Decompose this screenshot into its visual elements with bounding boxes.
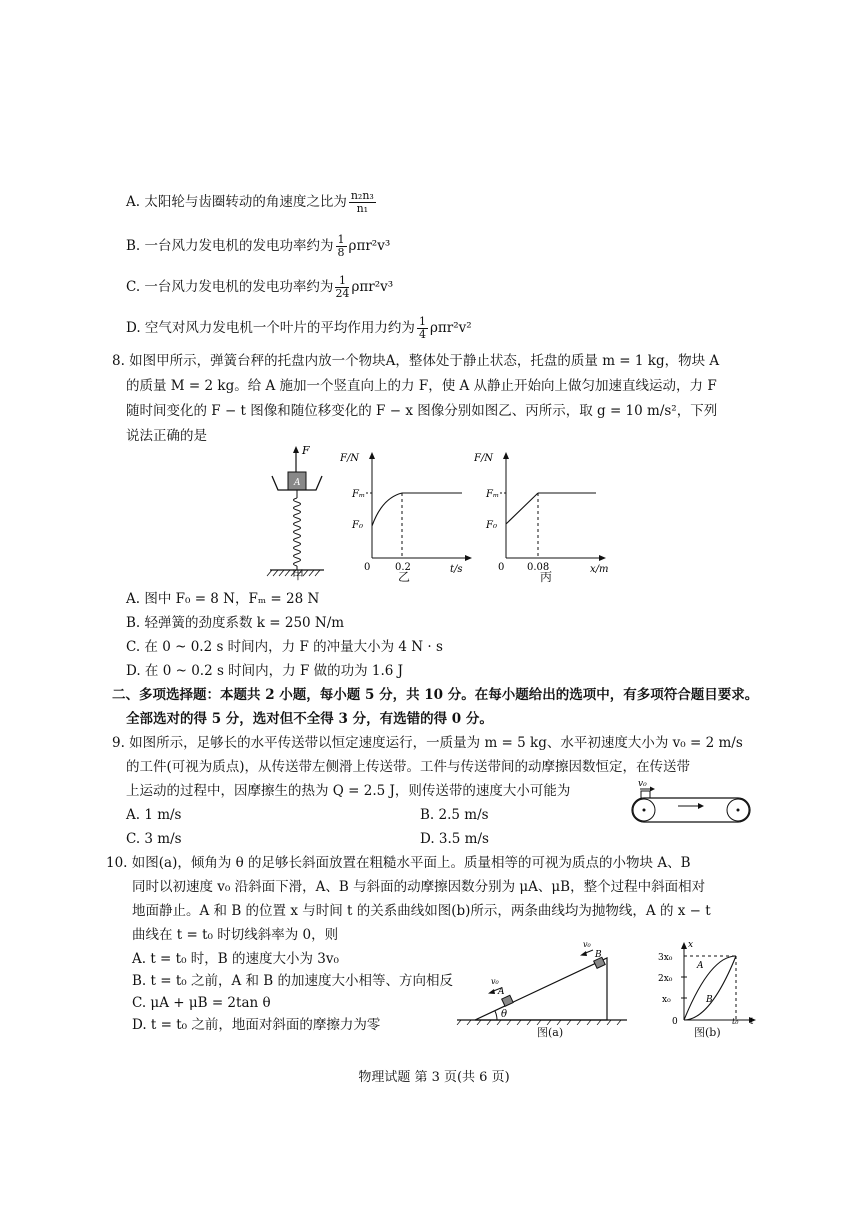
q10-stem-line2: 同时以初速度 v₀ 沿斜面下滑，A、B 与斜面的动摩擦因数分别为 μA、μB，整个过程中斜面相对: [132, 879, 706, 895]
q7-option-b: B. 一台风力发电机的发电功率约为 $\frac{1}{8}$ ρπr²v³: [126, 233, 391, 259]
figure-b: [654, 940, 759, 1039]
y-axis-label: F/N: [340, 453, 360, 464]
q10-stem-line4: 曲线在 t = t₀ 时切线斜率为 0，则: [132, 927, 339, 943]
section-2-subheading: 全部选对的得 5 分，选对但不全得 3 分，有选错的得 0 分。: [126, 711, 493, 727]
block-label: A: [294, 478, 301, 488]
q10-option-c: C. μA + μB = 2tan θ: [132, 995, 271, 1011]
section-2-heading: 二、多项选择题：本题共 2 小题，每小题 5 分，共 10 分。在每小题给出的选项中，有多项符合题目要求。: [112, 687, 759, 703]
y-label-2x0: 2x₀: [658, 974, 673, 984]
origin-label: 0: [672, 1017, 678, 1025]
q10-option-a: A. t = t₀ 时，B 的速度大小为 3v₀: [132, 951, 339, 967]
figure-caption: 甲: [292, 568, 305, 582]
block-b-velocity: v₀: [583, 940, 591, 949]
q9-option-b: B. 2.5 m/s: [420, 807, 489, 823]
q8-stem-line1: 8. 如图甲所示，弹簧台秤的托盘内放一个物块A，整体处于静止状态，托盘的质量 m = 1 kg，物块 A: [112, 353, 720, 369]
q8-stem-line4: 说法正确的是: [126, 428, 207, 444]
q10-stem-line3: 地面静止。A 和 B 的位置 x 与时间 t 的关系曲线如图(b)所示，两条曲线均为抛物线，A 的 x − t: [132, 903, 711, 919]
y-label-fm: Fₘ: [486, 489, 500, 500]
fraction: $\frac{1}{4}$: [418, 315, 426, 341]
conveyor-figure: [626, 776, 756, 832]
curve-a-label: A: [697, 961, 704, 971]
fraction: $\frac{1}{8}$: [337, 233, 345, 259]
spring-scale-diagram: [258, 440, 338, 585]
figure-yi: [340, 448, 475, 582]
fraction: $\frac{\text{n₂n₃}}{\text{n₁}}$: [350, 189, 374, 215]
q8-option-b: B. 轻弹簧的劲度系数 k = 250 N/m: [126, 615, 345, 631]
x-axis-label: t/s: [450, 564, 463, 575]
fraction: $\frac{1}{24}$: [335, 274, 350, 300]
q10-option-d: D. t = t₀ 之前，地面对斜面的摩擦力为零: [132, 1017, 381, 1033]
y-axis-label: F/N: [474, 453, 494, 464]
origin-label: 0: [498, 562, 505, 573]
q9-stem-line3: 上运动的过程中，因摩擦生的热为 Q = 2.5 J，则传送带的速度大小可能为: [126, 783, 571, 799]
x-axis-label: x/m: [590, 564, 609, 575]
origin-label: 0: [364, 562, 371, 573]
block-a-velocity: v₀: [491, 977, 499, 986]
block-a-label: A: [498, 987, 505, 997]
q7-option-a: A. 太阳轮与齿圈转动的角速度之比为 $\frac{\text{n₂n₃}}{\text{n₁}}$: [126, 189, 374, 215]
f-x-graph: [474, 448, 619, 578]
q8-option-a: A. 图中 F₀ = 8 N，Fₘ = 28 N: [126, 591, 320, 607]
x-tick-label: 0.2: [395, 562, 411, 573]
figure-a: [455, 940, 630, 1039]
q9-stem-line1: 9. 如图所示，足够长的水平传送带以恒定速度运行，一质量为 m = 5 kg、水平初速度大小为 v₀ = 2 m/s: [112, 735, 743, 751]
q9-option-d: D. 3.5 m/s: [420, 831, 489, 847]
y-label-f0: F₀: [352, 520, 363, 531]
y-label-3x0: 3x₀: [658, 953, 673, 963]
figure-caption: 乙: [398, 570, 411, 584]
q8-stem-line2: 的质量 M = 2 kg。给 A 施加一个竖直向上的力 F，使 A 从静止开始向上做匀加速直线运动，力 F: [126, 378, 717, 394]
t0-label: t₀: [732, 1017, 739, 1025]
f-t-graph: [340, 448, 475, 578]
figure-caption: 图(a): [537, 1026, 564, 1039]
figure-caption: 图(b): [694, 1026, 721, 1039]
q9-option-a: A. 1 m/s: [126, 807, 182, 823]
q7-option-d: D. 空气对风力发电机一个叶片的平均作用力约为 $\frac{1}{4}$ ρπr²v²: [126, 315, 472, 341]
figure-bing: [474, 448, 619, 582]
q10-option-b: B. t = t₀ 之前，A 和 B 的加速度大小相等、方向相反: [132, 973, 453, 989]
x-tick-label: 0.08: [527, 562, 550, 573]
y-label-x0: x₀: [662, 995, 671, 1005]
q9-option-c: C. 3 m/s: [126, 831, 182, 847]
v0-label: v₀: [638, 779, 647, 789]
q8-option-d: D. 在 0 ~ 0.2 s 时间内，力 F 做的功为 1.6 J: [126, 663, 404, 679]
page-footer: 物理试题 第 3 页(共 6 页): [358, 1070, 510, 1085]
q8-stem-line3: 随时间变化的 F − t 图像和随位移变化的 F − x 图像分别如图乙、丙所示，取 g = 10 m/s²，下列: [126, 403, 718, 419]
figure-jia: [258, 440, 338, 589]
block-b-label: B: [595, 950, 602, 960]
y-axis-label: x: [688, 940, 694, 950]
t-axis-label: t: [750, 1017, 754, 1025]
q7-option-c: C. 一台风力发电机的发电功率约为 $\frac{1}{24}$ ρπr²v³: [126, 274, 394, 300]
theta-label: θ: [501, 1009, 508, 1020]
conveyor-belt-diagram: [626, 776, 756, 828]
q8-option-c: C. 在 0 ~ 0.2 s 时间内，力 F 的冲量大小为 4 N · s: [126, 639, 443, 655]
q9-stem-line2: 的工件(可视为质点)，从传送带左侧滑上传送带。工件与传送带间的动摩擦因数恒定，在传送带: [126, 759, 691, 775]
curve-b-label: B: [706, 995, 713, 1005]
figure-caption: 丙: [540, 570, 553, 584]
force-label: F: [302, 444, 310, 457]
y-label-fm: Fₘ: [352, 489, 366, 500]
y-label-f0: F₀: [486, 520, 497, 531]
q10-stem-line1: 10. 如图(a)，倾角为 θ 的足够长斜面放置在粗糙水平面上。质量相等的可视为质点的小物块 A、B: [106, 855, 691, 871]
incline-diagram: [455, 940, 630, 1025]
x-t-graph: [654, 940, 759, 1025]
